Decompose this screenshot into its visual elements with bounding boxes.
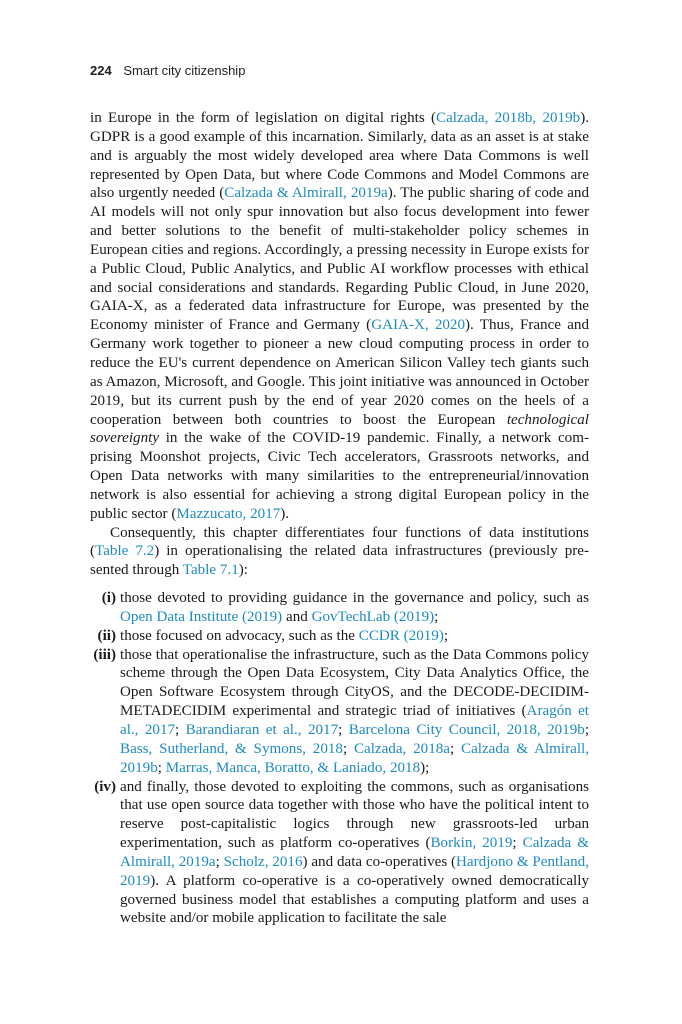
paragraph	[90, 524, 589, 581]
citation-link[interactable]: Table 7.2	[95, 543, 155, 560]
citation-link[interactable]: Scholz, 2016	[223, 853, 303, 870]
text-run: ;	[443, 627, 449, 644]
paragraph	[90, 109, 589, 524]
text-run: ;	[342, 740, 354, 757]
text-run: ). GDPR is a good example of this incarnation. Similarly, data as an asset is at stake and is arguably the most widely developed area where Data Commons is well represented by Open Data, but where Code Commons and Model Commons are also urgently needed (	[90, 110, 589, 202]
text-run: ). The public sharing of code and AI models will not only spur innovation but also focus development into fewer and better solutions to the benefit of multi-stakeholder policy schemes in European cities and regions. Accordingly, a pressing necessity in Europe exists for a Public Cloud, Public Analytics, and Public AI workflow processes with ethical and social considerations and standards. Regarding Public Cloud, in June 2020, GAIA-X, as a federated data infrastructure for Europe, was presented by the Economy minister of France and Germany (	[90, 185, 589, 334]
citation-link[interactable]: Borkin, 2019	[430, 835, 513, 852]
citation-link[interactable]: Calzada, 2018b, 2019b	[436, 110, 581, 126]
text-run: ). Thus, France and Germany work together to pioneer a new cloud computing process in order to reduce the EU's current dependence on American Silicon Valley tech giants such as Amazon, Microsoft, and Google. This joint initiative was announced in October 2019, but its current push by the end of year 2020 comes on the heels of a cooperation between both countries to boost the European	[90, 317, 590, 428]
citation-link[interactable]: Barandiaran et al., 2017	[185, 722, 339, 738]
citation-link[interactable]: GAIA-X, 2020	[371, 317, 466, 334]
list-item-label: (iv)	[94, 778, 116, 795]
text-run: ;	[338, 722, 349, 738]
emphasis-text: technological sovereignty	[90, 411, 589, 447]
list-item	[90, 778, 589, 929]
citation-link[interactable]: GovTechLab (2019)	[311, 608, 435, 625]
text-run: ;	[450, 740, 461, 757]
citation-link[interactable]: Table 7.1	[182, 562, 239, 579]
citation-link[interactable]: Aragón et al., 2017	[120, 703, 589, 738]
text-run: ;	[434, 608, 439, 625]
list-item-label: (ii)	[97, 627, 116, 644]
citation-link[interactable]: Calzada & Almirall, 2019a	[224, 185, 388, 202]
running-title: Smart city citizenship	[123, 63, 246, 78]
page-number: 224	[90, 63, 112, 78]
text-run: ).	[280, 505, 290, 522]
text-run: ;	[215, 853, 224, 870]
list-item	[90, 627, 589, 646]
text-run: and finally, those devoted to exploiting the commons, such as organisations that use open source data together with those who have the political intent to reserve post-capitalistic logics through new grassroots-led urban experimentation, such as platform co-operatives (	[120, 778, 589, 852]
text-run: in Europe in the form of legislation on digital rights (	[90, 110, 437, 126]
text-run: ;	[512, 835, 523, 852]
citation-link[interactable]: Calzada & Almirall, 2019a	[120, 835, 589, 870]
text-run: those that operationalise the infrastructure, such as the Data Commons policy scheme through the Open Data Ecosystem, City Data Analytics Office, the Open Software Ecosystem through CityOS, and the DECODE-DECIDIM-METADECIDIM experimental and strategic triad of initiatives (	[120, 646, 589, 720]
text-run: and	[282, 608, 312, 625]
citation-link[interactable]: Bass, Sutherland, & Symons, 2018	[120, 740, 343, 757]
main-text	[90, 109, 589, 928]
citation-link[interactable]: Barcelona City Council, 2018, 2019b	[348, 722, 585, 738]
text-run: in the wake of the COVID-19 pandemic. Finally, a network comprising Moonshot projects, Civic Tech accelerators, Grassroots networks, and Open Data networks with many similarities to the entrepreneurial/innovation network is also essential for achieving a strong digital European policy in the public sector (	[90, 430, 589, 522]
list-item	[90, 646, 589, 778]
text-run: Consequently, this chapter differentiates four functions of data institutions (	[90, 524, 589, 560]
citation-link[interactable]: Open Data Institute (2019)	[120, 608, 283, 625]
text-run: );	[420, 759, 430, 776]
list-item-label: (iii)	[93, 646, 116, 663]
text-run: those devoted to providing guidance in the governance and policy, such as	[120, 590, 589, 607]
citation-link[interactable]: Calzada, 2018a	[353, 740, 451, 757]
list-item-label: (i)	[101, 590, 116, 607]
running-header	[90, 63, 245, 78]
citation-link[interactable]: Calzada & Almirall, 2019b	[120, 740, 590, 776]
list-item	[90, 589, 589, 627]
enumerated-list	[90, 589, 589, 928]
text-run: ). A platform co-operative is a co-operatively owned democratically governed business model that establishes a computing platform and uses a website and/or mobile application to facilitate the sale	[120, 872, 589, 927]
citation-link[interactable]: CCDR (2019)	[358, 627, 444, 644]
citation-link[interactable]: Mazzucato, 2017	[176, 505, 281, 522]
text-run: ) and data co-operatives (	[302, 853, 457, 870]
citation-link[interactable]: Hardjono & Pentland, 2019	[120, 853, 589, 889]
text-run: ):	[238, 562, 248, 579]
citation-link[interactable]: Marras, Manca, Boratto, & Laniado, 2018	[165, 759, 421, 776]
text-run: ) in operationalising the related data infrastructures (previously presented through	[90, 543, 590, 579]
text-run: those focused on advocacy, such as the	[120, 627, 359, 644]
text-run: ;	[584, 722, 590, 738]
text-run: ;	[157, 759, 166, 776]
text-run: ;	[175, 722, 186, 738]
